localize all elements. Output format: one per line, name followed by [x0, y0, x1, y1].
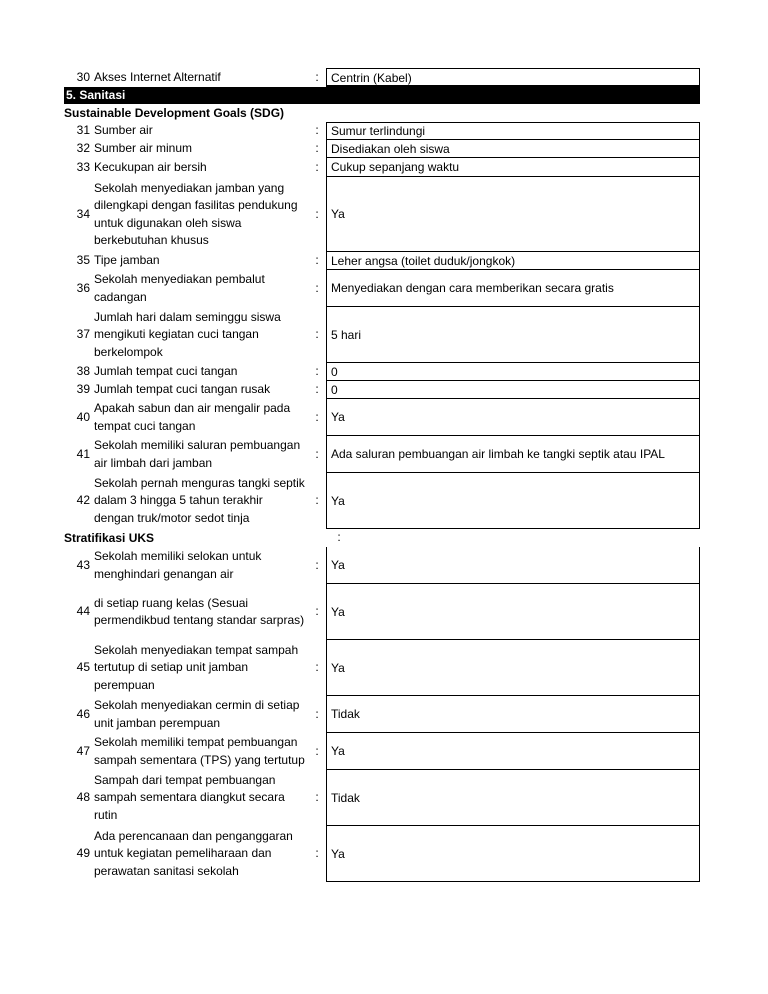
row-colon: :	[315, 790, 319, 805]
uks-heading-row	[64, 529, 700, 547]
form-row-33	[64, 158, 700, 177]
row-value: Sumur terlindungi	[326, 122, 700, 140]
row-label: Jumlah tempat cuci tangan	[94, 364, 238, 379]
row-label: Apakah sabun dan air mengalir pada tempat cuci tangan	[94, 401, 291, 433]
row-value: 0	[326, 363, 700, 381]
form-row-34	[64, 177, 700, 252]
row-colon: :	[315, 69, 319, 84]
row-label: Sekolah menyediakan jamban yang dilengkapi dengan fasilitas pendukung untuk digunakan oleh siswa berkebutuhan khusus	[94, 180, 298, 247]
row-value: Ya	[326, 826, 700, 882]
form-row-44	[64, 584, 700, 640]
row-colon: :	[315, 159, 319, 174]
row-label: Kecukupan air bersih	[94, 159, 207, 174]
uks-rows	[64, 547, 700, 882]
form-row-48	[64, 770, 700, 826]
row-number: 39	[76, 382, 90, 397]
row-number: 37	[76, 327, 90, 342]
row-colon: :	[315, 141, 319, 156]
form-row-39	[64, 381, 700, 399]
sdg-heading: Sustainable Development Goals (SDG)	[64, 106, 285, 120]
row-value: Ya	[326, 733, 700, 770]
row-colon: :	[315, 409, 319, 424]
row-colon: :	[315, 206, 319, 221]
row-colon: :	[315, 660, 319, 675]
row-value: Centrin (Kabel)	[326, 68, 700, 87]
row-number: 47	[76, 743, 90, 758]
row-value: Ya	[326, 399, 700, 436]
form-row-35	[64, 252, 700, 270]
row-colon: :	[315, 493, 319, 508]
row-label: Sumber air	[94, 123, 153, 138]
row-value: Ya	[326, 640, 700, 696]
form-row-43	[64, 547, 700, 584]
row-colon: :	[315, 557, 319, 572]
row-label: Sekolah menyediakan cermin di setiap unit jamban perempuan	[94, 698, 300, 730]
row-value: Ya	[326, 473, 700, 529]
form-row-45	[64, 640, 700, 696]
row-label: Tipe jamban	[94, 253, 160, 268]
form-row-40	[64, 399, 700, 436]
row-number: 46	[76, 706, 90, 721]
row-value: 5 hari	[326, 307, 700, 363]
row-number: 34	[76, 206, 90, 221]
row-value: Menyediakan dengan cara memberikan secara gratis	[326, 270, 700, 307]
row-number: 35	[76, 253, 90, 268]
row-colon: :	[315, 253, 319, 268]
row-value: Ya	[326, 584, 700, 640]
row-value: Ya	[326, 177, 700, 252]
row-number: 32	[76, 141, 90, 156]
row-label: Jumlah hari dalam seminggu siswa mengikuti kegiatan cuci tangan berkelompok	[94, 309, 281, 359]
row-number: 49	[76, 846, 90, 861]
section-title-sanitasi: 5. Sanitasi	[64, 87, 700, 104]
row-number: 30	[76, 69, 90, 84]
row-number: 42	[76, 493, 90, 508]
row-label: Sekolah memiliki tempat pembuangan sampah sementara (TPS) yang tertutup	[94, 735, 305, 767]
row-number: 31	[76, 123, 90, 138]
row-number: 40	[76, 409, 90, 424]
row-value: 0	[326, 381, 700, 399]
row-colon: :	[337, 530, 341, 545]
row-value: Leher angsa (toilet duduk/jongkok)	[326, 252, 700, 270]
row-colon: :	[315, 446, 319, 461]
row-number: 41	[76, 446, 90, 461]
form-row-49	[64, 826, 700, 882]
row-label: Akses Internet Alternatif	[94, 69, 221, 84]
row-label: di setiap ruang kelas (Sesuai permendikbud tentang standar sarpras)	[94, 595, 305, 627]
form-row-38	[64, 363, 700, 381]
form-row-47	[64, 733, 700, 770]
row-label: Sampah dari tempat pembuangan sampah sementara diangkut secara rutin	[94, 772, 285, 822]
row-label: Sekolah memiliki saluran pembuangan air limbah dari jamban	[94, 438, 301, 470]
row-colon: :	[315, 280, 319, 295]
row-colon: :	[315, 604, 319, 619]
row-number: 38	[76, 364, 90, 379]
sdg-rows	[64, 122, 700, 529]
row-colon: :	[315, 706, 319, 721]
row-number: 48	[76, 790, 90, 805]
row-value: Tidak	[326, 696, 700, 733]
row-label: Ada perencanaan dan penganggaran untuk kegiatan pemeliharaan dan perawatan sanitasi sekolah	[94, 828, 293, 878]
row-colon: :	[315, 743, 319, 758]
row-number: 43	[76, 557, 90, 572]
form-row-31	[64, 122, 700, 140]
row-label: Jumlah tempat cuci tangan rusak	[94, 382, 271, 397]
row-colon: :	[315, 364, 319, 379]
row-value: Disediakan oleh siswa	[326, 140, 700, 158]
row-colon: :	[315, 846, 319, 861]
row-label: Sekolah pernah menguras tangki septik dalam 3 hingga 5 tahun terakhir dengan truk/motor sedot tinja	[94, 475, 305, 525]
form-row-41	[64, 436, 700, 473]
row-colon: :	[315, 382, 319, 397]
form-row-36	[64, 270, 700, 307]
row-label: Sekolah menyediakan pembalut cadangan	[94, 272, 265, 304]
row-number: 33	[76, 159, 90, 174]
form-row-42	[64, 473, 700, 529]
row-number: 44	[76, 604, 90, 619]
row-value: Ada saluran pembuangan air limbah ke tangki septik atau IPAL	[326, 436, 700, 473]
row-value: Tidak	[326, 770, 700, 826]
form-row-46	[64, 696, 700, 733]
row-number: 36	[76, 280, 90, 295]
row-number: 45	[76, 660, 90, 675]
row-colon: :	[315, 123, 319, 138]
row-colon: :	[315, 327, 319, 342]
row-label: Sekolah menyediakan tempat sampah tertutup di setiap unit jamban perempuan	[94, 642, 299, 692]
row-value: Ya	[326, 547, 700, 584]
row-label: Sumber air minum	[94, 141, 193, 156]
uks-heading: Stratifikasi UKS	[64, 531, 155, 545]
row-label: Sekolah memiliki selokan untuk menghindari genangan air	[94, 549, 262, 581]
uks-heading-empty-cell	[326, 68, 700, 86]
sanitation-form-sheet	[64, 68, 700, 882]
form-row-32	[64, 140, 700, 158]
row-value: Cukup sepanjang waktu	[326, 158, 700, 177]
form-row-37	[64, 307, 700, 363]
